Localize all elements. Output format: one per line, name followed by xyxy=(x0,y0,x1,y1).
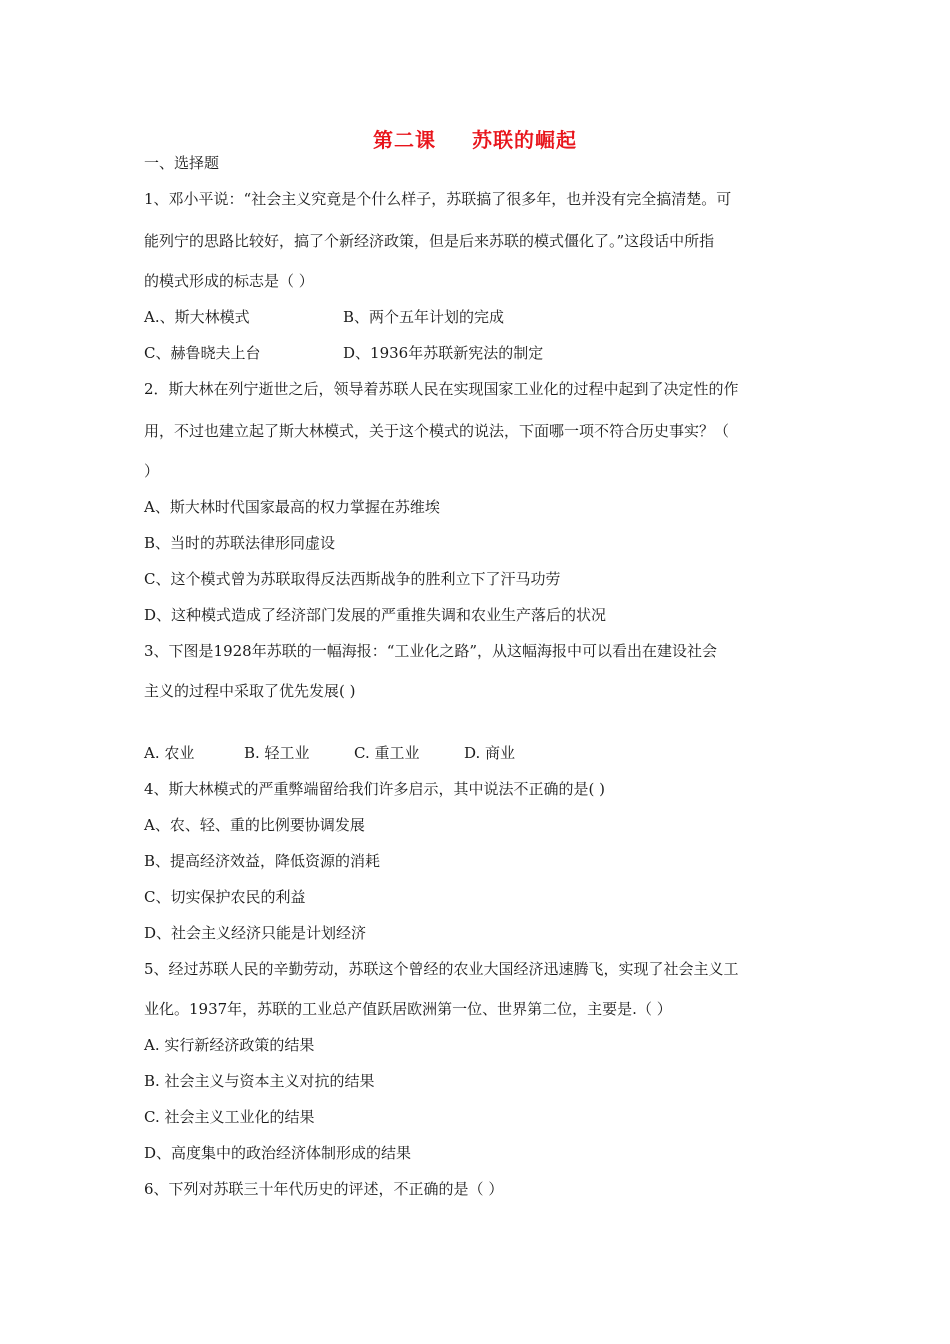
option-c: C. 重工业 xyxy=(354,744,420,762)
question-2-option-d: D、这种模式造成了经济部门发展的严重推失调和农业生产落后的状况 xyxy=(144,606,607,624)
question-1-line-1: 1、邓小平说：“社会主义究竟是个什么样子，苏联搞了很多年，也并没有完全搞清楚。可 xyxy=(144,190,732,208)
question-6-line-1: 6、下列对苏联三十年代历史的评述，不正确的是（ ） xyxy=(144,1180,504,1198)
question-5-option-d: D、高度集中的政治经济体制形成的结果 xyxy=(144,1144,412,1162)
option-d: D. 商业 xyxy=(464,744,516,762)
question-2-line-3: ） xyxy=(144,462,160,480)
question-1-options-row-1 xyxy=(144,306,644,328)
question-4-option-c: C、切实保护农民的利益 xyxy=(144,888,306,906)
question-2-option-b: B、当时的苏联法律形同虚设 xyxy=(144,534,336,552)
question-5-line-2: 业化。1937年，苏联的工业总产值跃居欧洲第一位、世界第二位，主要是.（ ） xyxy=(144,1000,672,1018)
question-3-options xyxy=(144,742,515,764)
question-1-line-3: 的模式形成的标志是（ ） xyxy=(144,272,314,290)
question-2-line-1: 2．斯大林在列宁逝世之后，领导着苏联人民在实现国家工业化的过程中起到了决定性的作 xyxy=(144,380,739,398)
question-3-line-2: 主义的过程中采取了优先发展( ) xyxy=(144,682,356,700)
question-5-line-1: 5、经过苏联人民的辛勤劳动，苏联这个曾经的农业大国经济迅速腾飞，实现了社会主义工 xyxy=(144,960,739,978)
question-2-option-c: C、这个模式曾为苏联取得反法西斯战争的胜利立下了汗马功劳 xyxy=(144,570,561,588)
section-heading: 一、选择题 xyxy=(144,154,220,172)
question-4-line-1: 4、斯大林模式的严重弊端留给我们许多启示，其中说法不正确的是( ) xyxy=(144,780,606,798)
option-b: B. 轻工业 xyxy=(244,744,310,762)
option-a: A. 农业 xyxy=(144,744,195,762)
page-title: 第二课 苏联的崛起 xyxy=(373,128,577,152)
question-3-line-1: 3、下图是1928年苏联的一幅海报：“工业化之路”，从这幅海报中可以看出在建设社会 xyxy=(144,642,718,660)
option-d: D、1936年苏联新宪法的制定 xyxy=(343,344,544,362)
question-4-option-b: B、提高经济效益，降低资源的消耗 xyxy=(144,852,381,870)
question-2-line-2: 用，不过也建立起了斯大林模式，关于这个模式的说法，下面哪一项不符合历史事实？（ xyxy=(144,422,730,440)
option-c: C、赫鲁晓夫上台 xyxy=(144,344,261,362)
question-4-option-a: A、农、轻、重的比例要协调发展 xyxy=(144,816,365,834)
option-b: B、两个五年计划的完成 xyxy=(343,308,505,326)
option-a: A.、斯大林模式 xyxy=(144,308,250,326)
question-5-option-c: C. 社会主义工业化的结果 xyxy=(144,1108,315,1126)
question-2-option-a: A、斯大林时代国家最高的权力掌握在苏维埃 xyxy=(144,498,440,516)
question-4-option-d: D、社会主义经济只能是计划经济 xyxy=(144,924,367,942)
question-1-line-2: 能列宁的思路比较好，搞了个新经济政策，但是后来苏联的模式僵化了。”这段话中所指 xyxy=(144,232,715,250)
question-5-option-b: B. 社会主义与资本主义对抗的结果 xyxy=(144,1072,375,1090)
question-1-options-row-2 xyxy=(144,342,644,364)
question-5-option-a: A. 实行新经济政策的结果 xyxy=(144,1036,315,1054)
